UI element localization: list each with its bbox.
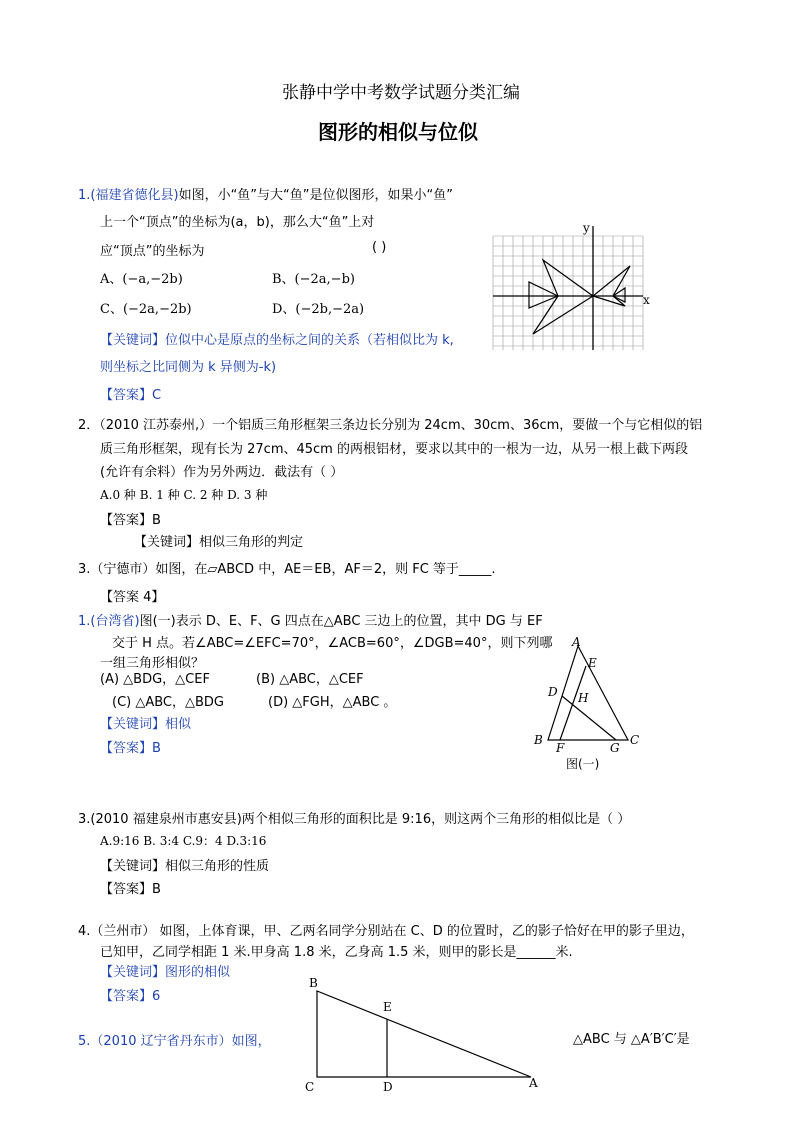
page-title: 张静中学中考数学试题分类汇编	[282, 83, 520, 103]
q1-keyword-line2: 则坐标之比同侧为 k 异侧为-k)	[100, 360, 277, 375]
q1-source: (福建省德化县)	[90, 188, 179, 203]
q5-options: A.9:16 B. 3:4 C.9：4 D.3:16	[100, 834, 267, 848]
q1-number: 1.	[78, 188, 91, 203]
q7-prefix: 5.（2010 辽宁省丹东市）如图，	[78, 1034, 271, 1049]
label-e: E	[588, 656, 597, 670]
q1-option-a: A、(−a,−2b)	[100, 272, 183, 287]
page-subtitle: 图形的相似与位似	[318, 120, 478, 144]
label-d: D	[548, 685, 558, 699]
q4-line1	[78, 610, 543, 629]
label-a2: A	[529, 1076, 538, 1090]
figure-caption: 图(一)	[566, 757, 600, 771]
q4-line3: 一组三角形相似？	[100, 656, 205, 671]
q1-line1	[78, 184, 453, 203]
label-c2: C	[305, 1080, 315, 1094]
q4-option-a: (A) △BDG，△CEF	[100, 672, 210, 687]
q3-answer: 【答案 4】	[100, 590, 165, 605]
label-f: F	[556, 741, 565, 755]
label-h: H	[578, 691, 589, 705]
q2-answer: 【答案】B	[100, 513, 161, 528]
label-b: B	[534, 733, 543, 747]
fish-grid-figure	[493, 221, 653, 356]
label-e2: E	[383, 1000, 392, 1014]
label-b2: B	[309, 976, 318, 990]
q4-line2: 交于 H 点。若∠ABC=∠EFC=70°，∠ACB=60°，∠DGB=40°，则下列哪	[112, 636, 553, 651]
fig-x-label: x	[643, 293, 650, 307]
label-c: C	[630, 733, 640, 747]
q6-keyword: 【关键词】图形的相似	[100, 965, 231, 980]
q3-line1: 3.（宁德市）如图，在▱ABCD 中，AE＝EB，AF＝2，则 FC 等于_____.	[78, 562, 496, 577]
q4-number: 1.	[78, 614, 91, 629]
q4-source: (台湾省)	[90, 614, 140, 629]
triangle-abc-figure	[530, 636, 650, 776]
grid-lines	[493, 236, 643, 350]
q2-line1: 2．（2010 江苏泰州,）一个铝质三角形框架三条边长分别为 24cm、30cm、36cm，要做一个与它相似的铝	[78, 418, 703, 433]
q4-text1: 图(一)表示 D、E、F、G 四点在△ABC 三边上的位置，其中 DG 与 EF	[139, 614, 543, 629]
q1-option-c: C、(−2a,−2b)	[100, 302, 192, 317]
q4-option-c: (C) △ABC，△BDG	[112, 695, 225, 710]
q6-line2: 已知甲，乙同学相距 1 米.甲身高 1.8 米，乙身高 1.5 米，则甲的影长是______米.	[100, 945, 573, 960]
triangle-abc-shadow	[317, 991, 531, 1077]
q2-line2: 质三角形框架，现有长为 27cm、45cm 的两根铝材，要求以其中的一根为一边，从另一根上截下两段	[100, 442, 688, 457]
fig-y-label: y	[583, 221, 590, 235]
label-a: A	[572, 635, 581, 649]
q6-answer: 【答案】6	[100, 989, 161, 1004]
q1-option-d: D、(−2b,−2a)	[272, 302, 365, 317]
q2-options: A.0 种 B. 1 种 C. 2 种 D. 3 种	[100, 488, 268, 502]
shadow-figure	[305, 975, 555, 1095]
q4-answer: 【答案】B	[100, 741, 161, 756]
q5-answer: 【答案】B	[100, 882, 161, 897]
q1-option-b: B、(−2a,−b)	[272, 272, 355, 287]
q1-keyword-line1: 【关键词】位似中心是原点的坐标之间的关系（若相似比为 k,	[100, 333, 454, 348]
q1-text1: 如图，小“鱼”与大“鱼”是位似图形，如果小“鱼”	[178, 188, 453, 203]
q1-answer: 【答案】C	[100, 388, 162, 403]
q2-line3: (允许有余料）作为另外两边．截法有（ ）	[100, 465, 344, 480]
label-d2: D	[383, 1080, 393, 1094]
q7-suffix: △ABC 与 △A′B′C′是	[573, 1032, 690, 1047]
q1-answer-paren: ( )	[372, 240, 387, 255]
q5-line1: 3.(2010 福建泉州市惠安县)两个相似三角形的面积比是 9:16，则这两个三角形的相似比是（ ）	[78, 812, 631, 827]
q5-keyword: 【关键词】相似三角形的性质	[100, 859, 270, 874]
q6-line1: 4.（兰州市） 如图，上体育课，甲、乙两名同学分别站在 C、D 的位置时，乙的影子恰好在甲的影子里边，	[78, 924, 694, 939]
q4-option-d: (D) △FGH，△ABC 。	[268, 695, 397, 710]
q4-option-b: (B) △ABC，△CEF	[256, 672, 364, 687]
q2-keyword: 【关键词】相似三角形的判定	[134, 535, 304, 550]
q4-keyword: 【关键词】相似	[100, 717, 192, 732]
q1-line2: 上一个“顶点”的坐标为(a，b)，那么大“鱼”上对	[100, 215, 375, 230]
q1-line3: 应“顶点”的坐标为	[100, 244, 205, 259]
label-g: G	[610, 741, 620, 755]
